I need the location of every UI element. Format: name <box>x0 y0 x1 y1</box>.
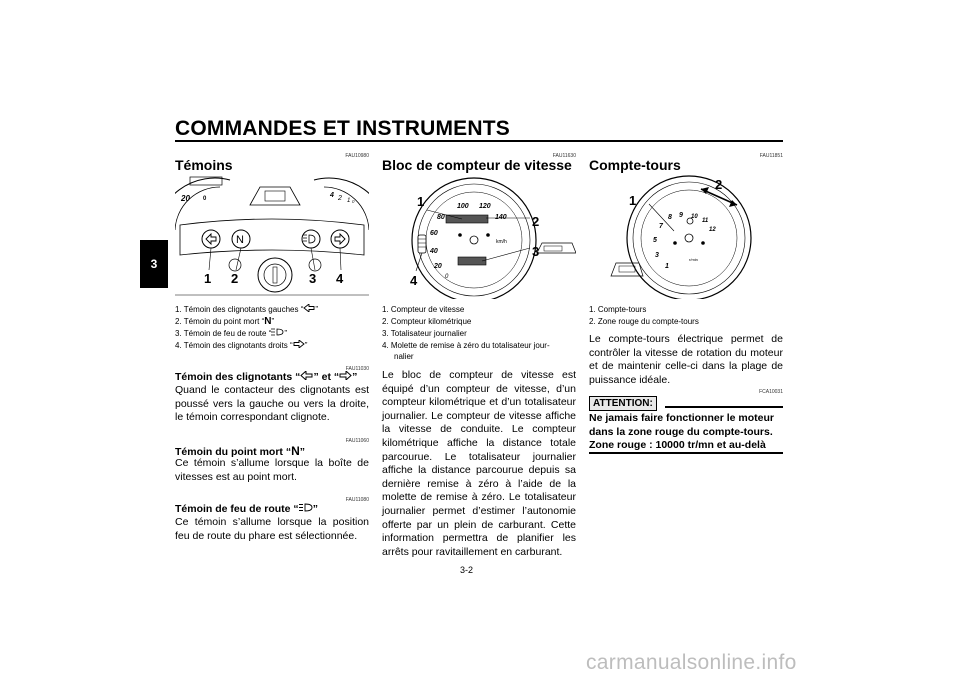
speedometer-illustration <box>382 175 576 299</box>
svg-text:4: 4 <box>330 192 334 199</box>
svg-text:140: 140 <box>495 214 507 221</box>
svg-text:10: 10 <box>691 214 698 220</box>
title-rule <box>175 140 783 142</box>
svg-text:r/min: r/min <box>689 257 698 262</box>
callout-2: 2 <box>715 177 723 192</box>
caution-bottom-rule <box>589 452 783 454</box>
svg-text:11: 11 <box>702 218 709 224</box>
caution-text: Ne jamais faire fonctionner le moteur dans la zone rouge du compte-tours. Zone rouge : 10000 tr/mn et au-delà <box>589 412 774 452</box>
paragraph: Ce témoin s’allume lorsque la position feu de route du phare est sélectionnée. <box>175 516 369 542</box>
subheading-turn-signals: Témoin des clignotants “ ” et “ ” <box>175 371 358 383</box>
svg-text:8: 8 <box>668 214 672 221</box>
neutral-icon: N <box>264 316 272 327</box>
caption-item: 4. Molette de remise à zéro du totalisateur jour- <box>382 341 550 350</box>
figure-captions <box>175 304 369 352</box>
callout-1: 1 <box>629 193 637 208</box>
doc-code: FAU11060 <box>345 438 369 444</box>
paragraph: Ce témoin s’allume lorsque la boîte de vitesses est au point mort. <box>175 457 369 483</box>
svg-text:20: 20 <box>434 263 442 270</box>
section-heading-tachometer: Compte-tours <box>589 157 681 173</box>
callout-2: 2 <box>532 214 540 229</box>
doc-code: FAU11630 <box>552 153 576 159</box>
high-beam-icon <box>271 328 284 336</box>
svg-text:2: 2 <box>338 195 342 202</box>
page-title: COMMANDES ET INSTRUMENTS <box>175 117 510 140</box>
paragraph: Quand le contacteur des clignotants est poussé vers la gauche ou vers la droite, le témoin correspondant clignote. <box>175 384 369 424</box>
caption-item: 2. Compteur kilométrique <box>382 317 472 326</box>
caption-item: 1. Témoin des clignotants gauches “ ” <box>175 305 319 314</box>
svg-text:60: 60 <box>430 230 438 237</box>
caption-item: 2. Zone rouge du compte-tours <box>589 317 699 326</box>
callout-1: 1 <box>204 271 212 286</box>
figure-captions <box>589 304 783 328</box>
doc-code: FAU11080 <box>345 497 369 503</box>
caption-item: 3. Témoin de feu de route “ ” <box>175 329 288 338</box>
callout-3: 3 <box>309 271 317 286</box>
caution-rule <box>665 406 783 408</box>
svg-text:3: 3 <box>655 252 659 259</box>
turn-left-icon <box>300 371 313 380</box>
svg-text:N: N <box>236 234 244 246</box>
section-heading-temoins: Témoins <box>175 157 233 173</box>
svg-text:0: 0 <box>445 274 449 280</box>
turn-right-icon <box>339 371 352 380</box>
svg-text:120: 120 <box>479 203 491 210</box>
chapter-tab: 3 <box>140 240 168 288</box>
caption-item: 1. Compte-tours <box>589 305 647 314</box>
caption-item: 1. Compteur de vitesse <box>382 305 465 314</box>
svg-text:1 ₀: 1 ₀ <box>347 198 355 204</box>
callout-1: 1 <box>417 194 425 209</box>
paragraph: Le bloc de compteur de vitesse est équipé d’un compteur de vitesse, d’un compteur kilométrique et d’un totalisateur journalier. Le compteur de vitesse affiche la vitesse de conduite. Le compteur kilométrique affiche la distance totale parcourue. Le totalisateur journalier affiche la distance parcourue depuis sa dernière remise à zéro à l’aide de la molette de remise à zéro. Le totalisateur journalier permet d’estimer l’autonomie offerte par un plein de carburant. Cette information permettra de planifier les arrêts pour ravitaillement en carburant. <box>382 369 576 558</box>
doc-code: FAU11030 <box>345 366 369 372</box>
caption-item: 2. Témoin du point mort “N” <box>175 316 275 327</box>
paragraph: Le compte-tours électrique permet de contrôler la vitesse de rotation du moteur et de maintenir celle-ci dans la plage de puissance idéale. <box>589 333 783 386</box>
svg-text:100: 100 <box>457 203 469 210</box>
turn-left-icon <box>303 304 315 312</box>
neutral-icon: N <box>291 444 300 458</box>
callout-3: 3 <box>532 244 540 259</box>
doc-code: FAU11851 <box>759 153 783 159</box>
svg-text:12: 12 <box>709 227 716 233</box>
subheading-high-beam: Témoin de feu de route “ ” <box>175 503 318 515</box>
doc-code: FCA10031 <box>759 389 783 395</box>
caption-item: 3. Totalisateur journalier <box>382 329 467 338</box>
caution-header <box>589 393 783 409</box>
svg-text:80: 80 <box>437 214 445 221</box>
svg-text:7: 7 <box>659 223 663 230</box>
callout-4: 4 <box>410 273 418 288</box>
section-heading-speedometer: Bloc de compteur de vitesse <box>382 157 572 173</box>
svg-text:1: 1 <box>665 263 669 270</box>
svg-text:5: 5 <box>653 237 657 244</box>
svg-text:20: 20 <box>181 194 190 203</box>
caption-item: nalier <box>394 352 414 361</box>
page-number: 3-2 <box>460 565 474 575</box>
svg-text:9: 9 <box>679 212 683 219</box>
caution-label: ATTENTION: <box>589 396 657 411</box>
doc-code: FAU10980 <box>345 153 369 159</box>
svg-text:0: 0 <box>203 196 207 202</box>
indicator-lights-illustration <box>175 175 369 299</box>
callout-2: 2 <box>231 271 239 286</box>
callout-4: 4 <box>336 271 344 286</box>
high-beam-icon <box>299 503 313 512</box>
subheading-neutral: Témoin du point mort “N” <box>175 444 305 458</box>
svg-text:km/h: km/h <box>496 239 507 245</box>
caption-item: 4. Témoin des clignotants droits “ ” <box>175 341 308 350</box>
figure-captions <box>382 304 576 361</box>
tachometer-illustration <box>589 175 783 299</box>
turn-right-icon <box>293 340 305 348</box>
watermark: carmanualsonline.info <box>586 651 797 674</box>
svg-text:40: 40 <box>430 248 438 255</box>
